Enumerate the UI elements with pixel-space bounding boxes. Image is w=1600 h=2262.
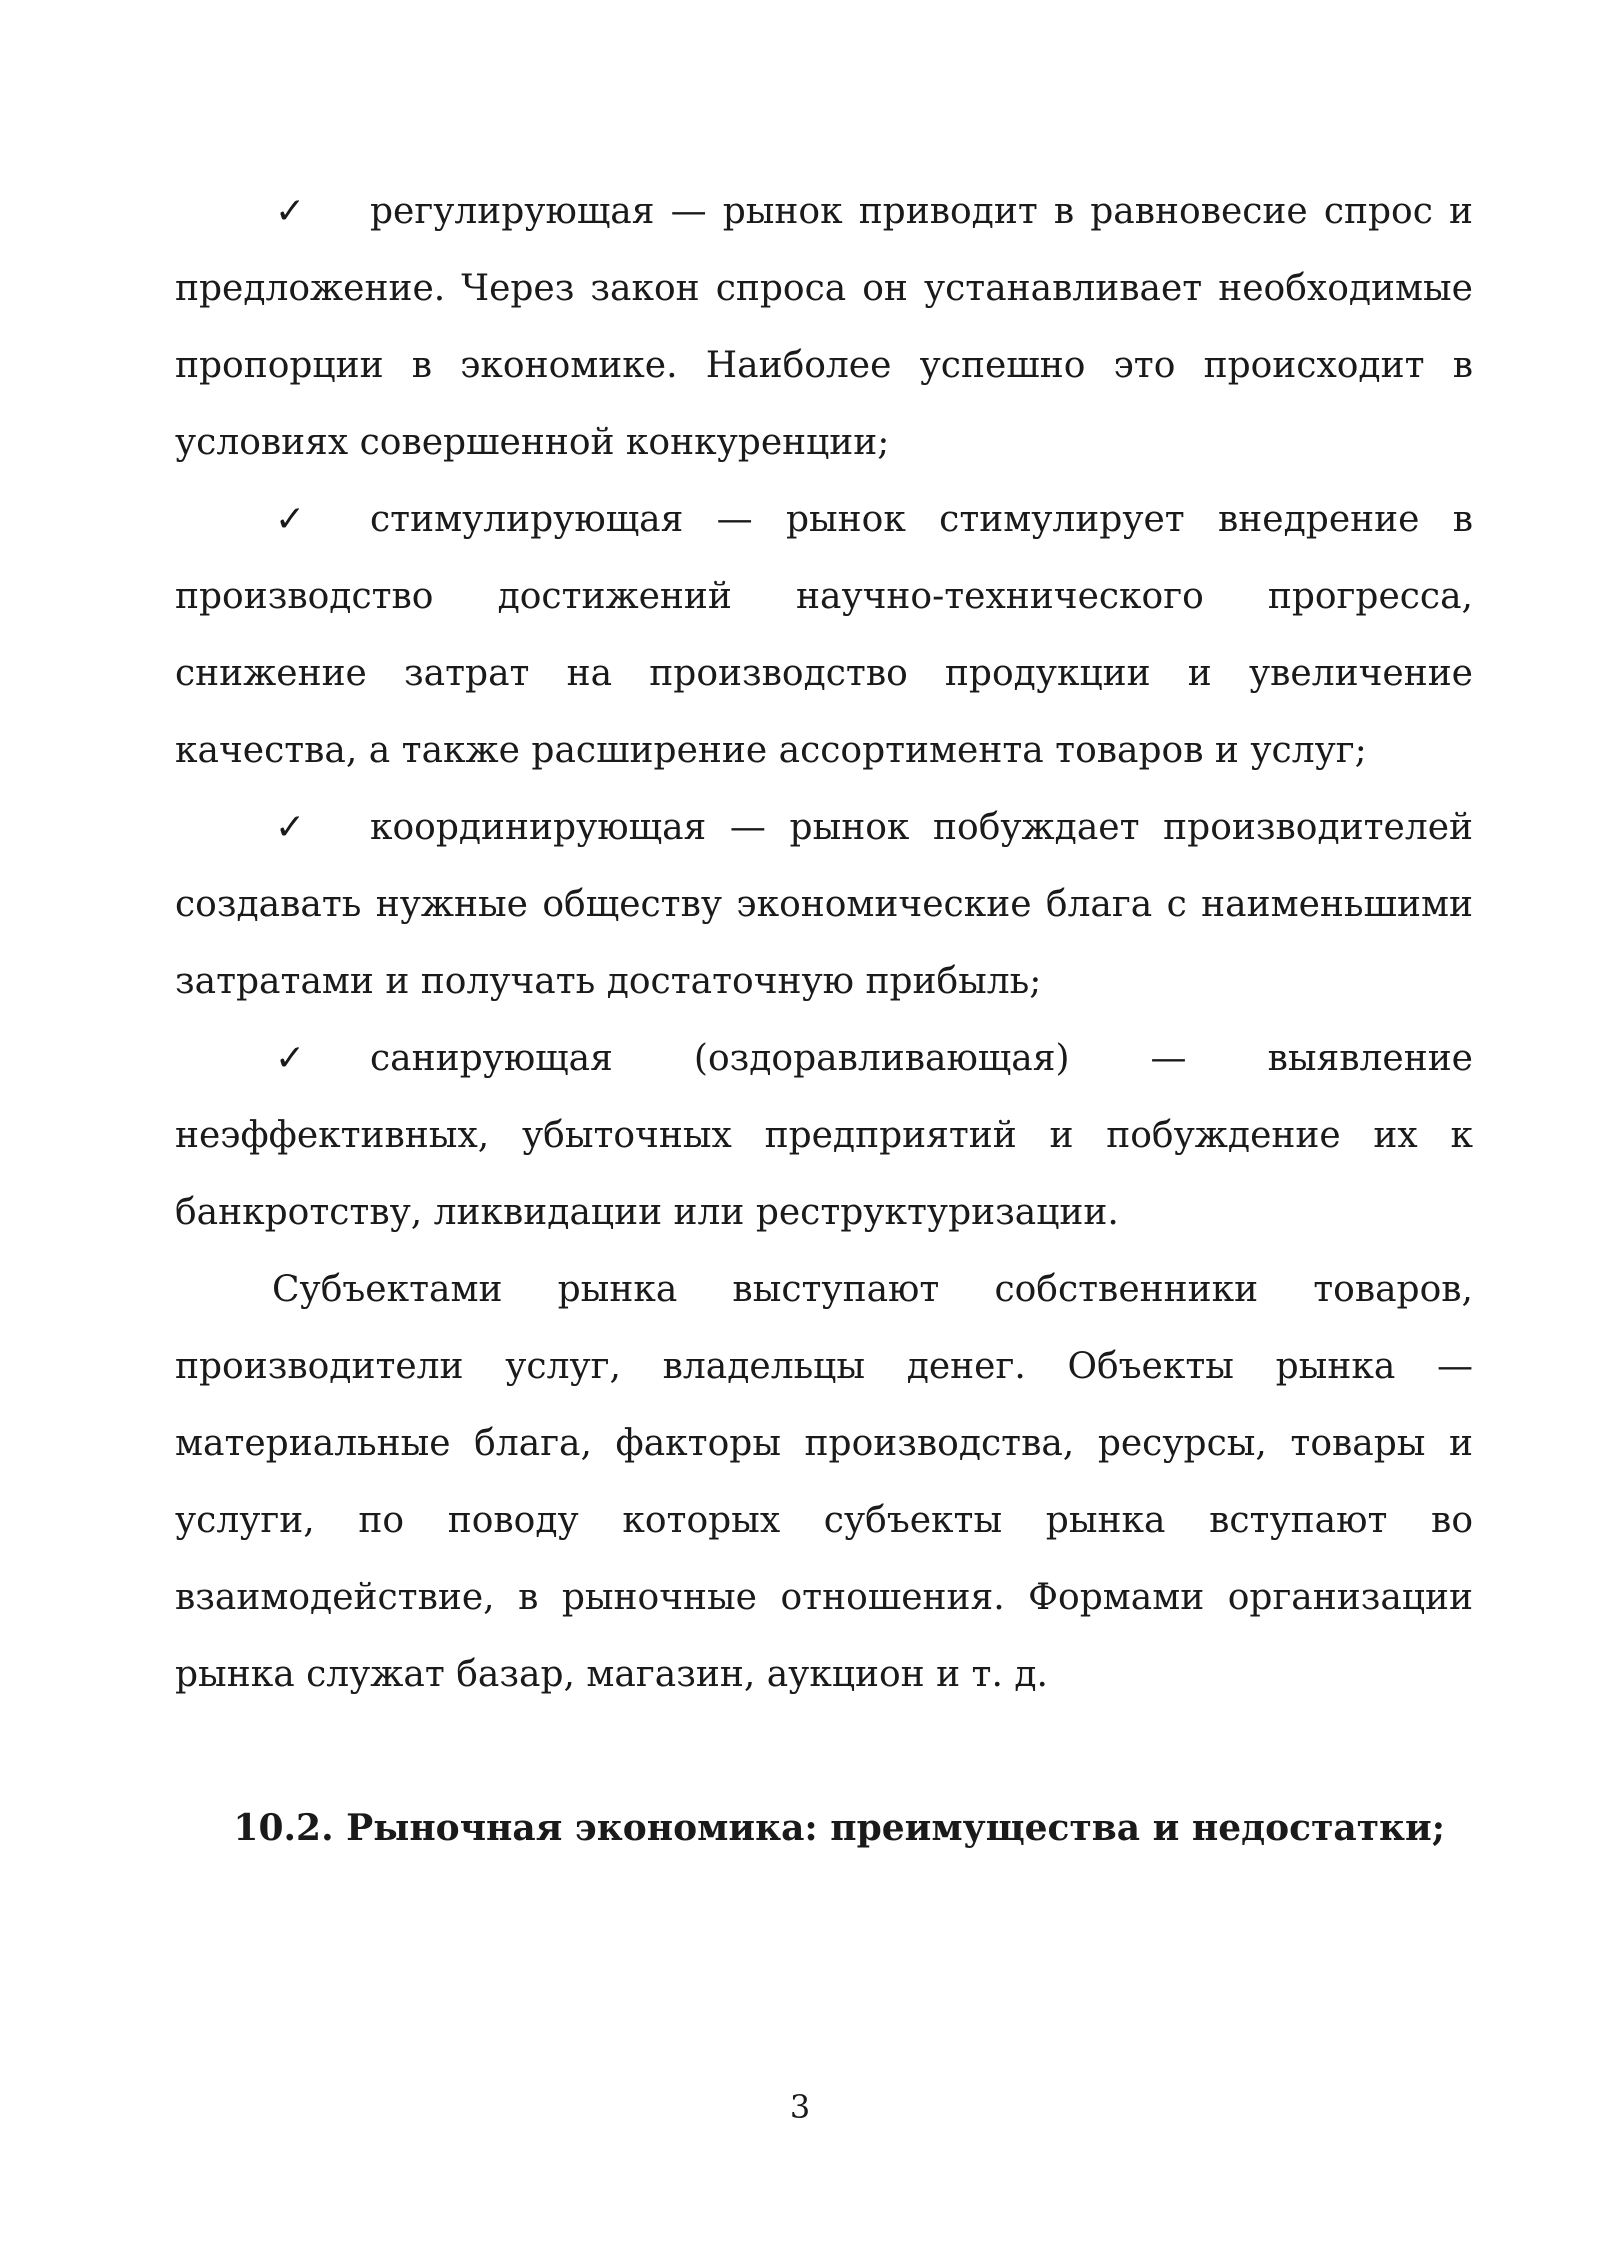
bullet-stimulating bbox=[175, 481, 1473, 789]
check-icon: ✓ bbox=[275, 191, 306, 232]
bullet-text: санирующая (оздоравливающая) — выявление неэффективных, убыточных предприятий и побуждение их к банкротству, ликвидации или реструктуризации. bbox=[175, 1038, 1473, 1233]
bullet-sanitizing bbox=[175, 1020, 1473, 1251]
check-icon: ✓ bbox=[275, 807, 306, 848]
bullet-text: регулирующая — рынок приводит в равновесие спрос и предложение. Через закон спроса он устанавливает необходимые пропорции в экономике. Наиболее успешно это происходит в условиях совершенной конкуренции; bbox=[175, 191, 1473, 463]
section-heading: 10.2. Рыночная экономика: преимущества и недостатки; bbox=[233, 1807, 1445, 1849]
bullet-coordinating bbox=[175, 789, 1473, 1020]
bullet-text: стимулирующая — рынок стимулирует внедрение в производство достижений научно-технического прогресса, снижение затрат на производство продукции и увеличение качества, а также расширение ассортимента товаров и услуг; bbox=[175, 499, 1473, 771]
page-number: 3 bbox=[789, 2088, 811, 2126]
check-icon: ✓ bbox=[275, 499, 306, 540]
body-paragraph: Субъектами рынка выступают собственники товаров, производители услуг, владельцы денег. Объекты рынка — материальные блага, факторы производства, ресурсы, товары и услуги, по поводу которых субъекты рынка вступают во взаимодействие, в рыночные отношения. Формами организации рынка служат базар, магазин, аукцион и т. д. bbox=[175, 1269, 1473, 1695]
bullet-text: координирующая — рынок побуждает производителей создавать нужные обществу экономические блага с наименьшими затратами и получать достаточную прибыль; bbox=[175, 807, 1473, 1002]
check-icon: ✓ bbox=[275, 1038, 306, 1079]
page-content bbox=[175, 173, 1473, 1713]
bullet-regulating bbox=[175, 173, 1473, 481]
